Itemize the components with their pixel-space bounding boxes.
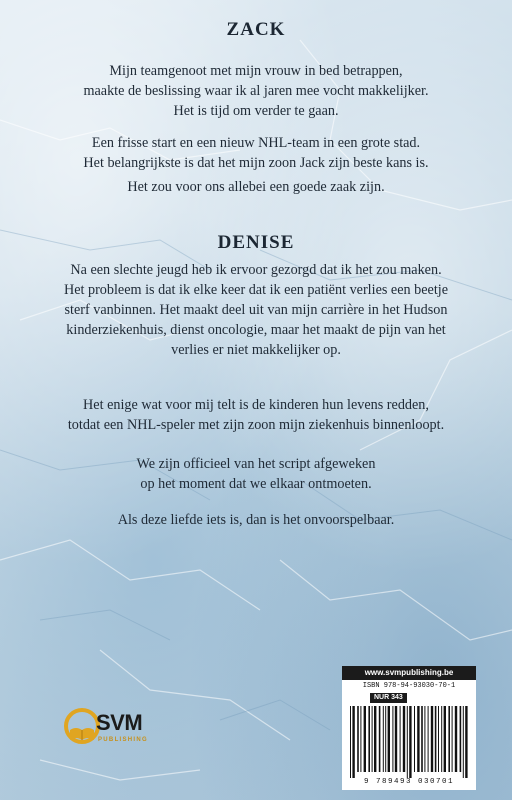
zack-paragraph-1 (20, 61, 492, 121)
text-line: kinderziekenhuis, dienst oncologie, maar het maakt de pijn van het (66, 322, 446, 338)
barcode-bar (368, 706, 370, 772)
barcode-bar (388, 706, 390, 772)
text-line: Het enige wat voor mij telt is de kinderen hun levens redden, (83, 397, 429, 413)
barcode-bar (379, 706, 381, 772)
denise-paragraph-4 (20, 510, 492, 530)
text-line: verlies er niet makkelijker op. (171, 342, 341, 358)
barcode-bar (357, 706, 359, 772)
text-line: Mijn teamgenoot met mijn vrouw in bed betrappen, (109, 63, 403, 79)
barcode-bar (444, 706, 446, 772)
denise-paragraph-3 (20, 454, 492, 494)
barcode-bar (465, 706, 467, 778)
barcode-bar (417, 706, 419, 772)
barcode-bar (392, 706, 393, 772)
barcode-bar (435, 706, 437, 772)
barcode-bar (424, 706, 425, 772)
barcode-bar (428, 706, 429, 772)
text-line: op het moment dat we elkaar ontmoeten. (140, 476, 372, 492)
text-line: maakte de beslissing waar ik al jaren mee vocht makkelijker. (83, 83, 429, 99)
barcode-bar (463, 706, 464, 778)
barcode-bar (407, 706, 408, 778)
barcode-bar (438, 706, 439, 772)
isbn-number: ISBN 978-94-93030-70-1 (362, 682, 456, 690)
publisher-logo-text: SVM (96, 710, 143, 735)
text-line: totdat een NHL-speler met zijn zoon mijn ziekenhuis binnenloopt. (67, 417, 445, 433)
text-line: Na een slechte jeugd heb ik ervoor gezorgd dat ik het zou maken. (70, 262, 442, 278)
barcode-bar (421, 706, 423, 772)
denise-paragraph-2 (20, 395, 492, 435)
barcode-bar (364, 706, 366, 772)
barcode-bar (452, 706, 453, 772)
text-line: Het belangrijkste is dat het mijn zoon Jack zijn beste kans is. (83, 155, 429, 171)
text-line: Als deze liefde iets is, dan is het onvoorspelbaar. (117, 512, 395, 528)
barcode-bar (400, 706, 401, 772)
barcode-bar (350, 706, 351, 778)
barcode-bar (403, 706, 405, 772)
barcode-bar (372, 706, 373, 772)
barcode-panel (342, 666, 476, 790)
barcode-icon (348, 706, 470, 778)
text-line: Het is tijd om verder te gaan. (173, 103, 339, 119)
barcode-bar (448, 706, 450, 772)
ean-digits: 9 789493 030701 (363, 778, 454, 786)
publisher-logo-subtext: PUBLISHING (98, 737, 149, 743)
publisher-url: www.svmpublishing.be (342, 666, 476, 680)
section-heading-denise: DENISE (217, 232, 295, 253)
barcode-bar (352, 706, 354, 778)
barcode-bar (385, 706, 386, 772)
text-line: Het zou voor ons allebei een goede zaak zijn. (127, 179, 385, 195)
text-line: Een frisse start en een nieuw NHL-team in een grote stad. (91, 135, 421, 151)
barcode-bar (441, 706, 442, 772)
barcode-bar (409, 706, 411, 778)
zack-paragraph-2 (20, 133, 492, 197)
barcode-bar (383, 706, 384, 772)
text-line: We zijn officieel van het script afgeweken (136, 456, 376, 472)
barcode-bar (455, 706, 457, 772)
barcode-bar (414, 706, 415, 772)
barcode-bar (360, 706, 361, 772)
text-line: sterf vanbinnen. Het maakt deel uit van mijn carrière in het Hudson (64, 302, 448, 318)
nur-code: NUR 343 (370, 693, 407, 703)
section-heading-zack: ZACK (226, 19, 286, 40)
text-line: Het probleem is dat ik elke keer dat ik een patiënt verlies een beetje (63, 282, 449, 298)
denise-paragraph-1 (20, 260, 492, 360)
barcode-bar (431, 706, 433, 772)
barcode-bar (460, 706, 462, 772)
barcode-bar (374, 706, 376, 772)
barcode-bar (395, 706, 397, 772)
